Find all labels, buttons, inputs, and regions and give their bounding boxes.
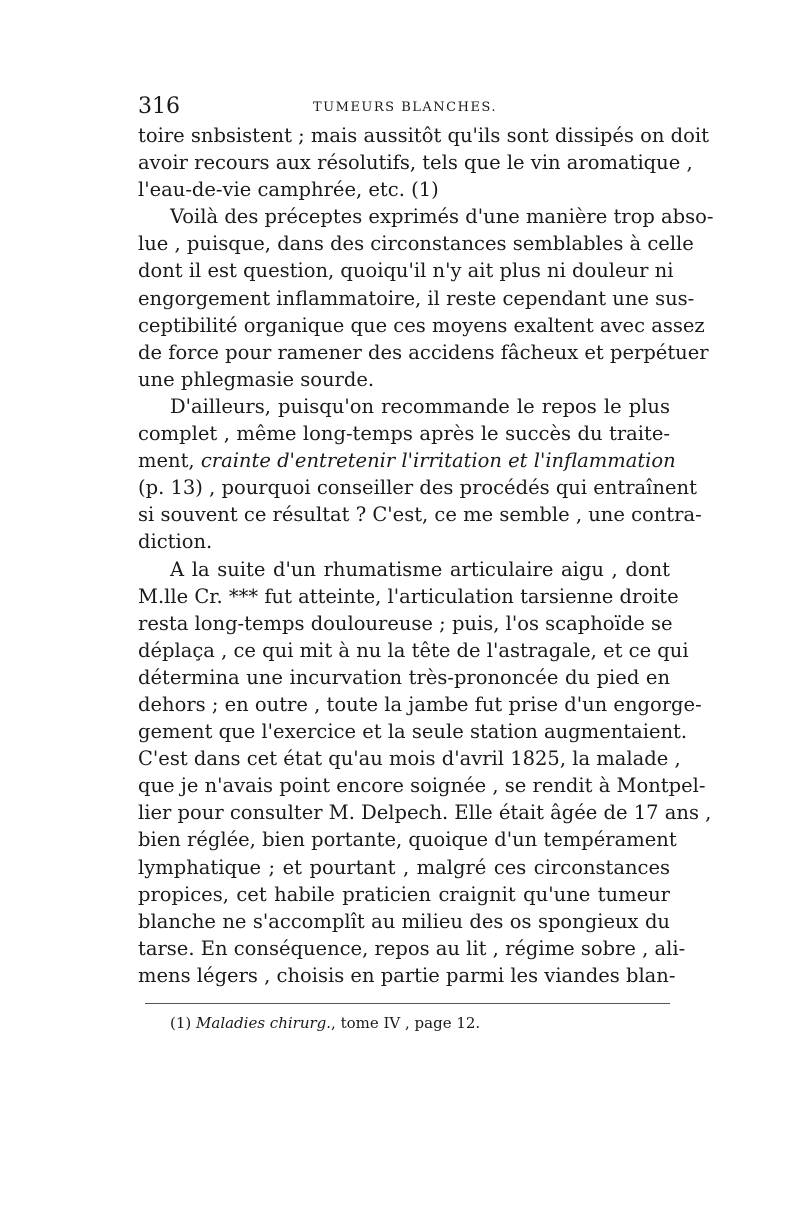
text-line: blanche ne s'accomplît au milieu des os spongieux du: [138, 909, 670, 933]
text-line: gement que l'exercice et la seule station augmentaient.: [138, 720, 688, 744]
footnote: [170, 1014, 480, 1032]
text-line-lead: ment,: [138, 449, 201, 473]
text-line-italic: crainte d'entretenir l'irritation et l'inflammation: [200, 449, 676, 473]
text-line: dehors ; en outre , toute la jambe fut prise d'un engorge-: [138, 692, 702, 716]
footnote-reference: , tome IV , page 12.: [331, 1014, 481, 1032]
text-line: une phlegmasie sourde.: [138, 367, 375, 391]
text-line: lue , puisque, dans des circonstances semblables à celle: [138, 232, 694, 256]
page-number: 316: [138, 94, 180, 119]
text-line: ceptibilité organique que ces moyens exaltent avec assez: [138, 313, 705, 337]
text-line: engorgement inflammatoire, il reste cependant une sus-: [138, 286, 695, 310]
text-line: tarse. En conséquence, repos au lit , régime sobre , ali-: [138, 936, 686, 960]
footnote-title: Maladies chirurg.: [196, 1014, 332, 1032]
text-line: dont il est question, quoiqu'il n'y ait plus ni douleur ni: [138, 259, 674, 283]
text-line: M.lle Cr. *** fut atteinte, l'articulation tarsienne droite: [138, 584, 679, 608]
text-line: A la suite d'un rhumatisme articulaire aigu , dont: [170, 557, 670, 581]
text-line: que je n'avais point encore soignée , se rendit à Montpel-: [138, 774, 706, 798]
text-line: de force pour ramener des accidens fâcheux et perpétuer: [138, 340, 709, 364]
text-line: complet , même long-temps après le succès du traite-: [138, 422, 670, 446]
text-line: mens légers , choisis en partie parmi les viandes blan-: [138, 963, 676, 987]
text-line: diction.: [138, 530, 213, 554]
text-line: propices, cet habile praticien craignit qu'une tumeur: [138, 882, 670, 906]
text-line: déplaça , ce qui mit à nu la tête de l'astragale, et ce qui: [138, 638, 689, 662]
text-line: C'est dans cet état qu'au mois d'avril 1825, la malade ,: [138, 747, 681, 771]
text-line: bien réglée, bien portante, quoique d'un tempérament: [138, 828, 677, 852]
text-line: lymphatique ; et pourtant , malgré ces circonstances: [138, 855, 670, 879]
text-line: détermina une incurvation très-prononcée du pied en: [138, 665, 670, 689]
text-line: Voilà des préceptes exprimés d'une manière trop abso-: [170, 205, 714, 229]
page-header: [138, 94, 678, 124]
text-line: (p. 13) , pourquoi conseiller des procédés qui entraînent: [138, 476, 697, 500]
text-line: toire snbsistent ; mais aussitôt qu'ils sont dissipés on doit: [138, 124, 709, 147]
text-line: si souvent ce résultat ? C'est, ce me semble , une contra-: [138, 503, 702, 527]
text-line: avoir recours aux résolutifs, tels que le vin aromatique ,: [138, 151, 693, 175]
text-line: resta long-temps douloureuse ; puis, l'os scaphoïde se: [138, 611, 673, 635]
text-line: lier pour consulter M. Delpech. Elle était âgée de 17 ans ,: [138, 801, 712, 825]
footnote-rule: [145, 1003, 670, 1004]
running-head: TUMEURS BLANCHES.: [313, 100, 498, 115]
text-line: D'ailleurs, puisqu'on recommande le repos le plus: [170, 394, 670, 418]
footnote-marker: (1): [170, 1014, 197, 1032]
body-text: [138, 122, 714, 989]
text-line: [138, 447, 676, 474]
text-line: l'eau-de-vie camphrée, etc. (1): [138, 178, 439, 202]
